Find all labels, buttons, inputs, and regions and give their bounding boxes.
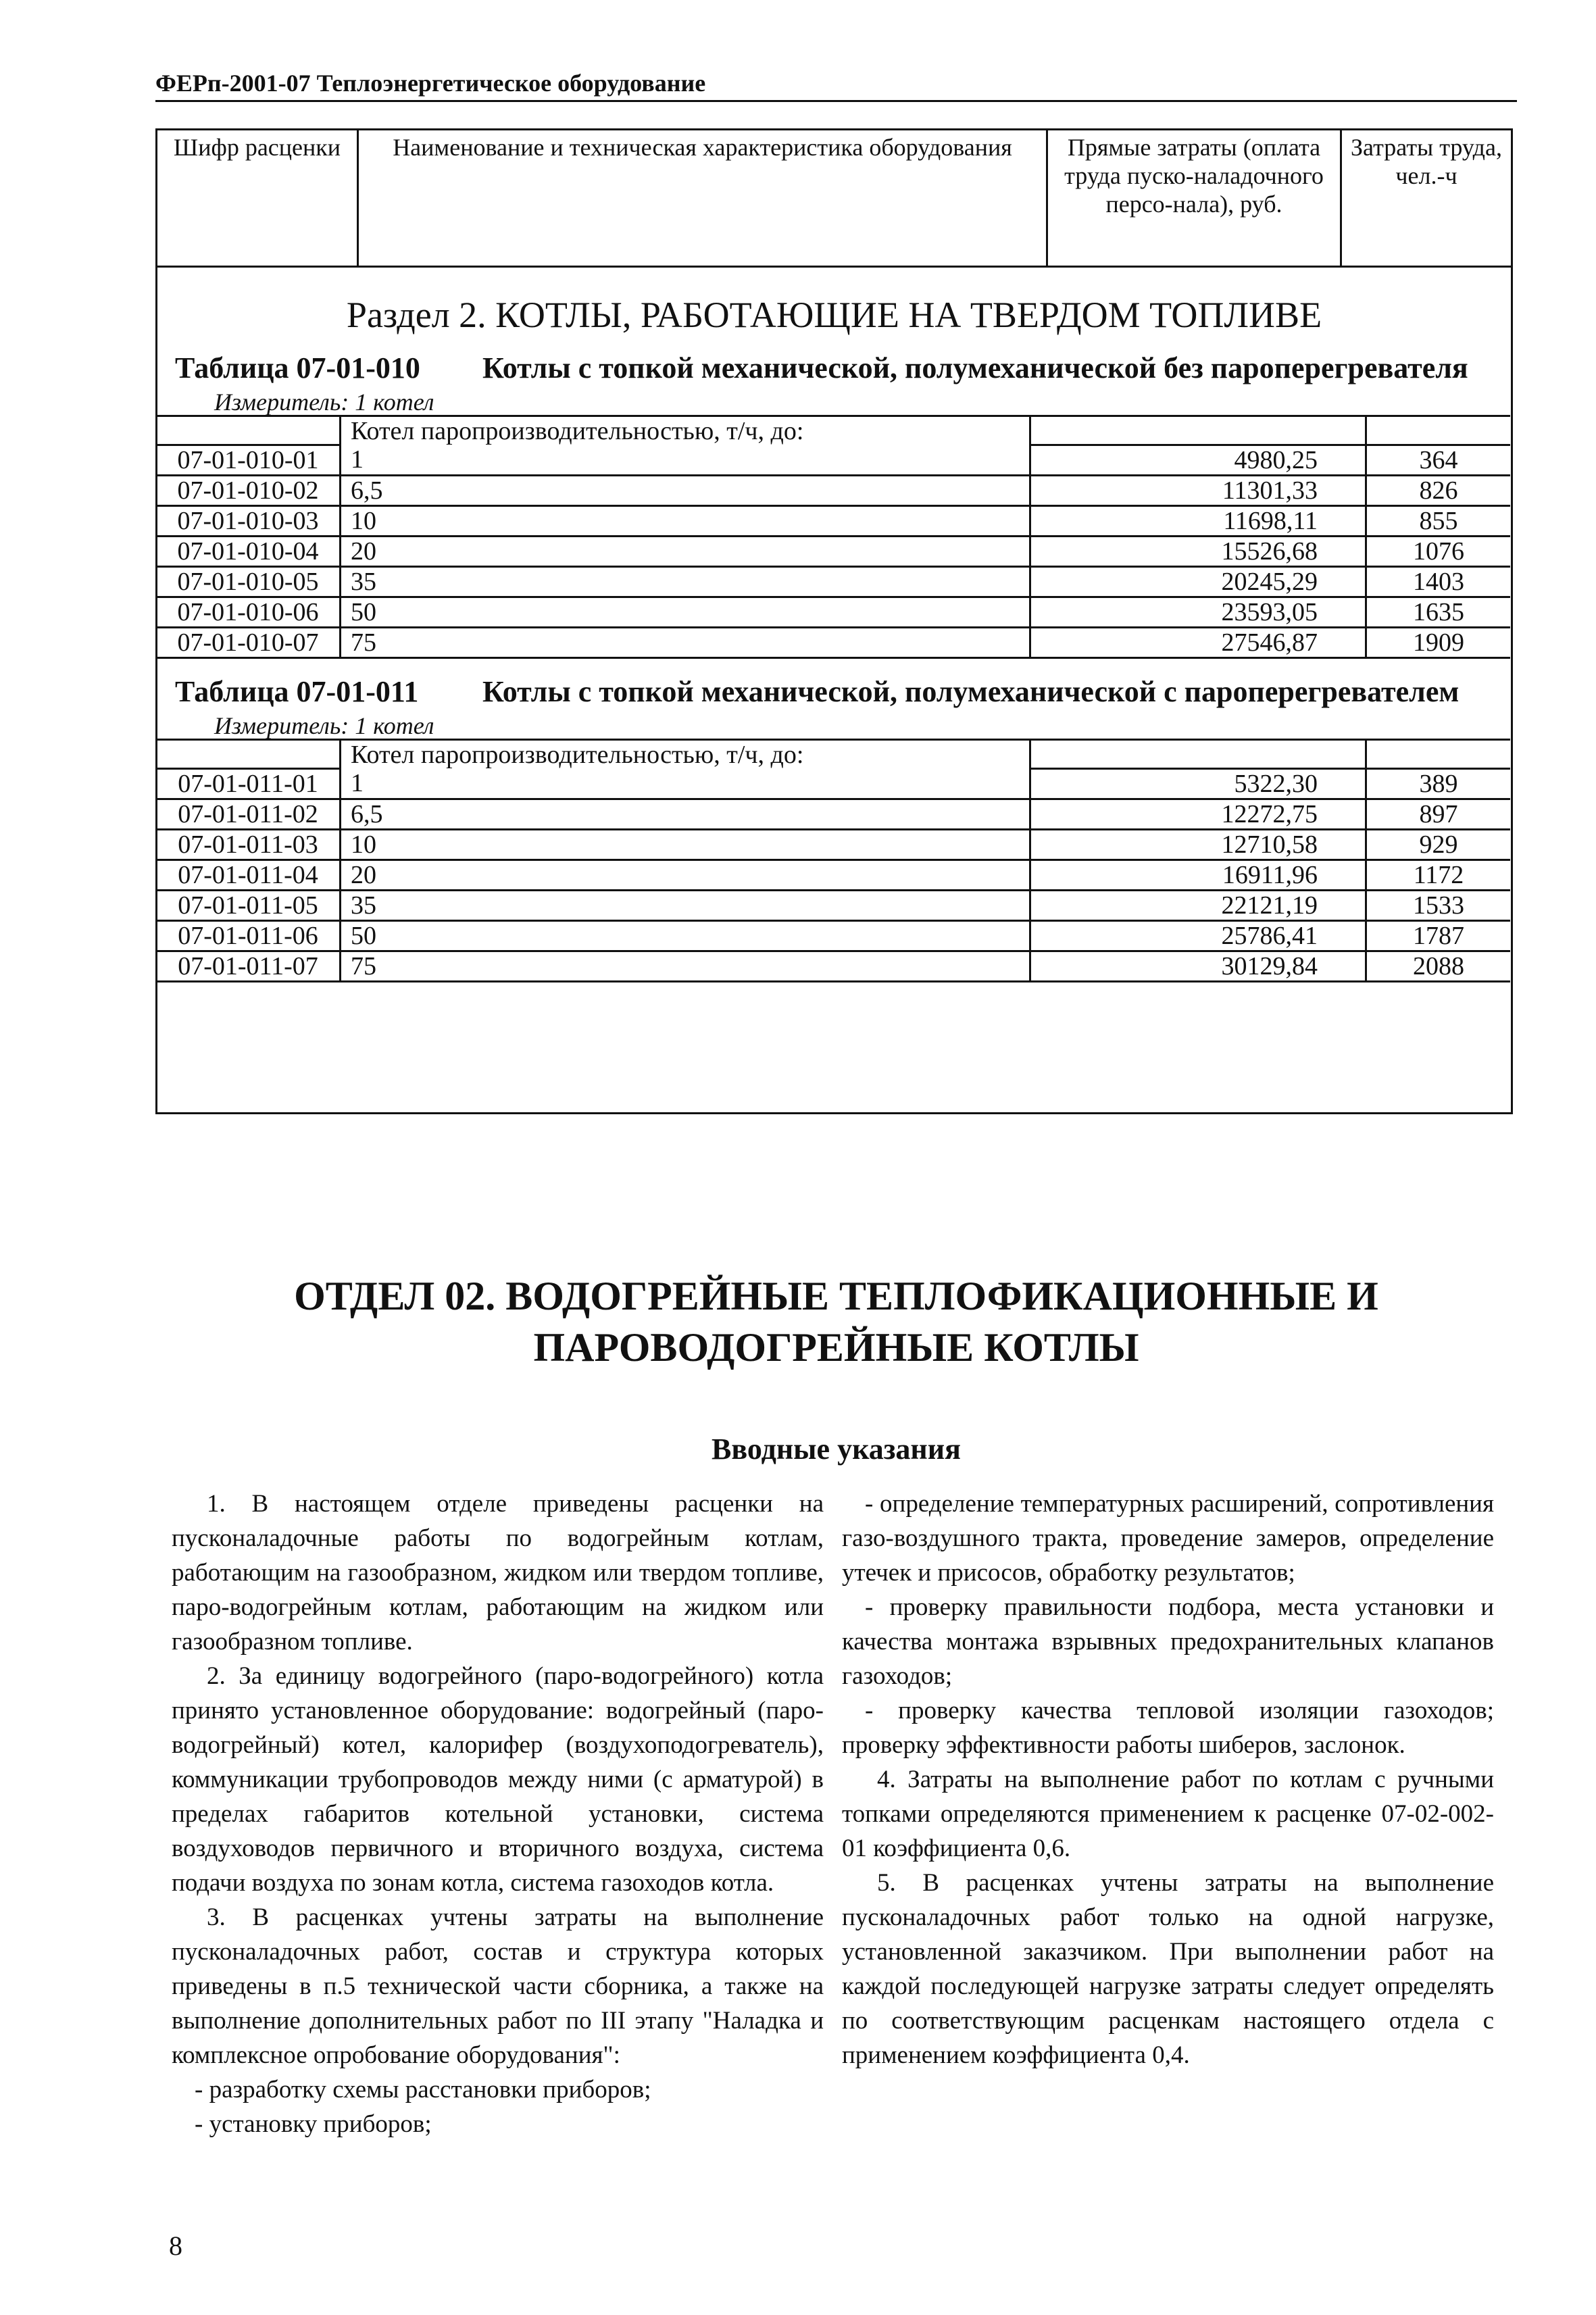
rates-frame bbox=[155, 128, 1513, 1114]
cell-labor: 2088 bbox=[1366, 951, 1511, 982]
cell-labor: 1076 bbox=[1366, 537, 1511, 567]
table-row bbox=[157, 951, 1510, 982]
cell-labor: 929 bbox=[1366, 830, 1511, 860]
cell-desc: 1 bbox=[341, 445, 1030, 476]
cell-cost: 16911,96 bbox=[1030, 860, 1366, 891]
cell-code: 07-01-011-01 bbox=[157, 769, 341, 799]
cell-cost: 30129,84 bbox=[1030, 951, 1366, 982]
cell-labor: 364 bbox=[1366, 445, 1511, 476]
table-row bbox=[157, 799, 1510, 830]
cell-cost: 4980,25 bbox=[1030, 445, 1366, 476]
cell-cost: 20245,29 bbox=[1030, 567, 1366, 597]
cell-desc: 75 bbox=[341, 951, 1030, 982]
cell-code: 07-01-011-03 bbox=[157, 830, 341, 860]
cell-desc: 10 bbox=[341, 506, 1030, 537]
intro-list-item: - проверку правильности подбора, места установки и качества монтажа взрывных предохранительных клапанов газоходов; bbox=[842, 1593, 1494, 1690]
tables-container bbox=[157, 350, 1511, 982]
rates-table bbox=[157, 739, 1510, 982]
cell-desc: 1 bbox=[341, 769, 1030, 799]
cell-code: 07-01-011-07 bbox=[157, 951, 341, 982]
intro-left-column bbox=[172, 1487, 824, 2141]
table-row bbox=[157, 445, 1510, 476]
cell-desc: 35 bbox=[341, 891, 1030, 921]
table-number: Таблица 07-01-011 bbox=[175, 675, 419, 708]
cell-labor: 1403 bbox=[1366, 567, 1511, 597]
caption-cell bbox=[1030, 740, 1366, 769]
table-name: Котлы с топкой механической, полумеханической без пароперегревателя bbox=[482, 351, 1468, 384]
cell-cost: 12710,58 bbox=[1030, 830, 1366, 860]
cell-code: 07-01-010-04 bbox=[157, 537, 341, 567]
cell-code: 07-01-010-02 bbox=[157, 476, 341, 506]
cell-labor: 855 bbox=[1366, 506, 1511, 537]
table-row bbox=[157, 891, 1510, 921]
caption-cell: Котел паропроизводительностью, т/ч, до: bbox=[341, 416, 1030, 445]
cell-cost: 27546,87 bbox=[1030, 628, 1366, 658]
cell-cost: 5322,30 bbox=[1030, 769, 1366, 799]
intro-paragraph: 5. В расценках учтены затраты на выполнение пусконаладочных работ только на одной нагрузке, установленной заказчиком. При выполнении работ на каждой последующей нагрузке затраты следует определять по соответствующим расценкам настоящего отдела с применением коэффициента 0,4. bbox=[842, 1869, 1494, 2069]
intro-paragraph: 4. Затраты на выполнение работ по котлам с ручными топками определяются применением к расценке 07-02-002-01 коэффициента 0,6. bbox=[842, 1766, 1494, 1862]
cell-cost: 15526,68 bbox=[1030, 537, 1366, 567]
cell-labor: 389 bbox=[1366, 769, 1511, 799]
table-title bbox=[157, 674, 1511, 710]
rates-table bbox=[157, 415, 1510, 659]
cell-desc: 35 bbox=[341, 567, 1030, 597]
table-row bbox=[157, 769, 1510, 799]
cell-desc: 10 bbox=[341, 830, 1030, 860]
cell-desc: 20 bbox=[341, 537, 1030, 567]
cell-labor: 1172 bbox=[1366, 860, 1511, 891]
column-header-cost: Прямые затраты (оплата труда пуско-наладочного персо-нала), руб. bbox=[1048, 130, 1342, 266]
table-row bbox=[157, 628, 1510, 658]
cell-labor: 1787 bbox=[1366, 921, 1511, 951]
cell-labor: 1909 bbox=[1366, 628, 1511, 658]
cell-cost: 25786,41 bbox=[1030, 921, 1366, 951]
table-number: Таблица 07-01-010 bbox=[175, 351, 420, 384]
cell-desc: 6,5 bbox=[341, 799, 1030, 830]
table-name: Котлы с топкой механической, полумеханической с пароперегревателем bbox=[482, 675, 1460, 708]
table-header-row bbox=[157, 130, 1511, 268]
table-row bbox=[157, 830, 1510, 860]
cell-desc: 75 bbox=[341, 628, 1030, 658]
cell-code: 07-01-010-01 bbox=[157, 445, 341, 476]
table-measure: Измеритель: 1 котел bbox=[214, 389, 434, 416]
intro-right-column bbox=[842, 1487, 1494, 2072]
department-title bbox=[155, 1270, 1517, 1373]
table-row bbox=[157, 506, 1510, 537]
cell-desc: 50 bbox=[341, 597, 1030, 628]
table-title bbox=[157, 350, 1511, 387]
cell-desc: 6,5 bbox=[341, 476, 1030, 506]
table-row bbox=[157, 597, 1510, 628]
cell-code: 07-01-011-04 bbox=[157, 860, 341, 891]
cell-cost: 11301,33 bbox=[1030, 476, 1366, 506]
cell-desc: 20 bbox=[341, 860, 1030, 891]
caption-row bbox=[157, 416, 1510, 445]
cell-labor: 1533 bbox=[1366, 891, 1511, 921]
caption-cell bbox=[1366, 740, 1511, 769]
cell-code: 07-01-010-05 bbox=[157, 567, 341, 597]
cell-code: 07-01-010-07 bbox=[157, 628, 341, 658]
table-row bbox=[157, 567, 1510, 597]
table-measure: Измеритель: 1 котел bbox=[214, 712, 434, 739]
cell-desc: 50 bbox=[341, 921, 1030, 951]
caption-row bbox=[157, 740, 1510, 769]
column-header-name: Наименование и техническая характеристика оборудования bbox=[359, 130, 1048, 266]
intro-paragraph: 1. В настоящем отделе приведены расценки на пусконаладочные работы по водогрейным котлам, работающим на газообразном, жидком или твердом топливе, паро-водогрейным котлам, работающим на жидком или газообразном топливе. bbox=[172, 1490, 824, 1656]
table-row bbox=[157, 476, 1510, 506]
caption-cell: Котел паропроизводительностью, т/ч, до: bbox=[341, 740, 1030, 769]
column-header-labor: Затраты труда, чел.-ч bbox=[1351, 134, 1502, 189]
caption-cell bbox=[1030, 416, 1366, 445]
cell-cost: 11698,11 bbox=[1030, 506, 1366, 537]
cell-labor: 826 bbox=[1366, 476, 1511, 506]
cell-cost: 23593,05 bbox=[1030, 597, 1366, 628]
cell-code: 07-01-011-05 bbox=[157, 891, 341, 921]
cell-code: 07-01-011-06 bbox=[157, 921, 341, 951]
cell-cost: 22121,19 bbox=[1030, 891, 1366, 921]
cell-cost: 12272,75 bbox=[1030, 799, 1366, 830]
intro-paragraph: 2. За единицу водогрейного (паро-водогрейного) котла принято установленное оборудование: водогрейный (паро-водогрейный) котел, калорифер (воздухоподогреватель), коммуникации трубопроводов между ними (с арматурой) в пределах габаритов котельной установки, система воздуховодов первичного и вторичного воздуха, система подачи воздуха по зонам котла, система газоходов котла. bbox=[172, 1662, 824, 1897]
cell-code: 07-01-010-03 bbox=[157, 506, 341, 537]
caption-cell bbox=[157, 740, 341, 769]
cell-code: 07-01-011-02 bbox=[157, 799, 341, 830]
intro-paragraph: 3. В расценках учтены затраты на выполнение пусконаладочных работ, состав и структура которых приведены в п.5 технической части сборника, а также на выполнение дополнительных работ по III этапу "Наладка и комплексное опробование оборудования": bbox=[172, 1903, 824, 2069]
section-title: Раздел 2. КОТЛЫ, РАБОТАЮЩИЕ НА ТВЕРДОМ ТОПЛИВЕ bbox=[346, 295, 1322, 335]
cell-labor: 1635 bbox=[1366, 597, 1511, 628]
cell-code: 07-01-010-06 bbox=[157, 597, 341, 628]
department-title-line1: ОТДЕЛ 02. ВОДОГРЕЙНЫЕ ТЕПЛОФИКАЦИОННЫЕ И bbox=[294, 1274, 1378, 1318]
intro-list-item: - определение температурных расширений, сопротивления газо-воздушного тракта, проведение замеров, определение утечек и присосов, обработку результатов; bbox=[842, 1490, 1494, 1587]
table-row bbox=[157, 537, 1510, 567]
running-header: ФЕРп-2001-07 Теплоэнергетическое оборудование bbox=[155, 68, 1517, 102]
intro-list-item: - проверку качества тепловой изоляции газоходов; проверку эффективности работы шиберов, заслонок. bbox=[842, 1697, 1494, 1759]
intro-list-item: - установку приборов; bbox=[195, 2110, 432, 2138]
caption-cell bbox=[157, 416, 341, 445]
column-header-code: Шифр расценки bbox=[157, 130, 359, 266]
table-row bbox=[157, 860, 1510, 891]
department-title-line2: ПАРОВОДОГРЕЙНЫЕ КОТЛЫ bbox=[533, 1325, 1139, 1370]
caption-cell bbox=[1366, 416, 1511, 445]
intro-title: Вводные указания bbox=[712, 1433, 961, 1466]
cell-labor: 897 bbox=[1366, 799, 1511, 830]
table-row bbox=[157, 921, 1510, 951]
intro-list-item: - разработку схемы расстановки приборов; bbox=[195, 2076, 651, 2104]
page-number: 8 bbox=[169, 2231, 182, 2261]
